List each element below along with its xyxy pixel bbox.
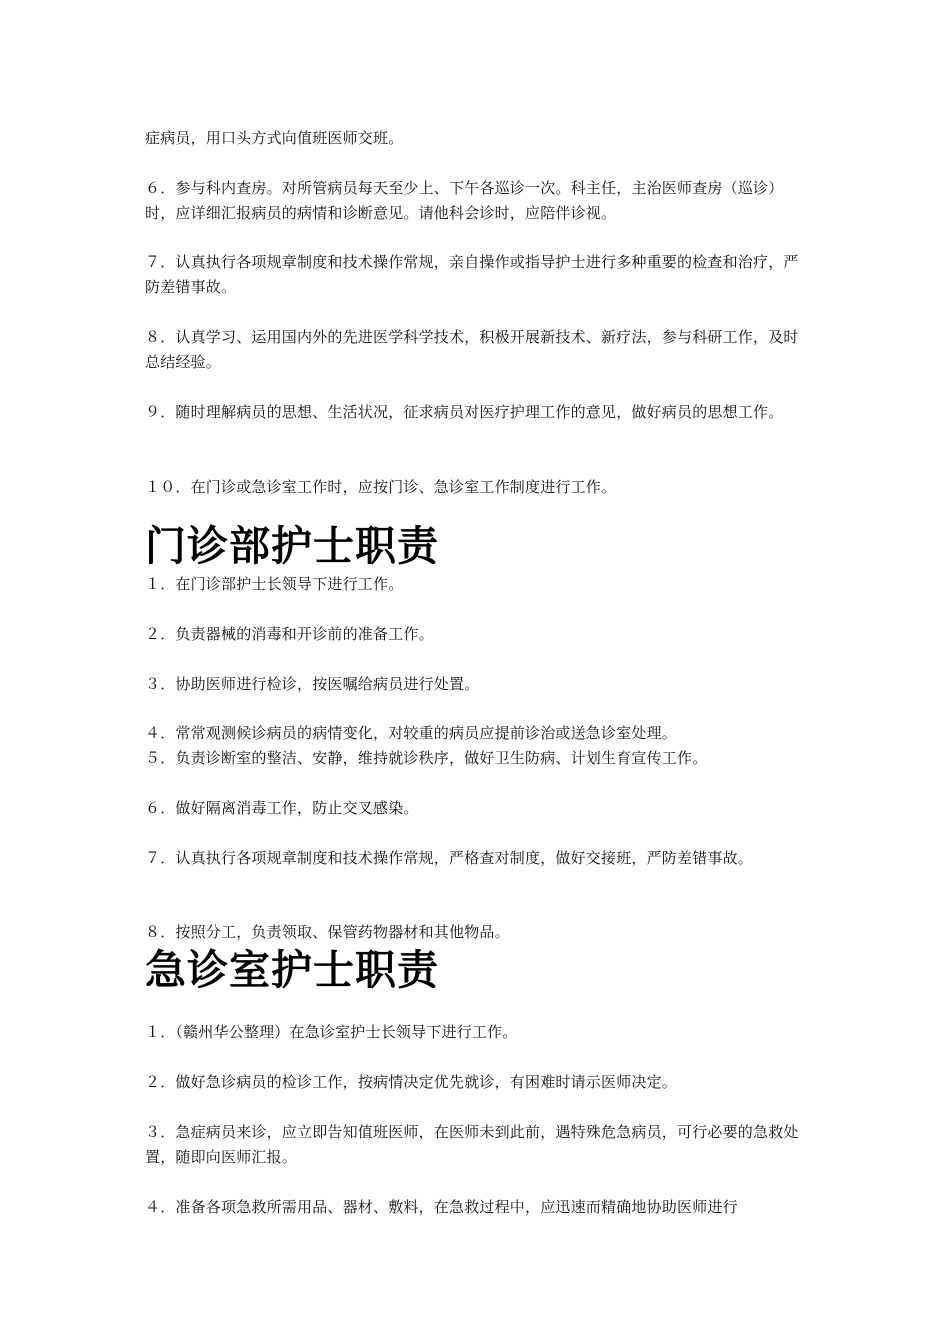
paragraph: ８．认真学习、运用国内外的先进医学科学技术，积极开展新技术、新疗法，参与科研工作，及时总结经验。 xyxy=(145,328,799,371)
paragraph: ６．做好隔离消毒工作，防止交叉感染。 xyxy=(145,799,419,817)
paragraph: １．（赣州华公整理）在急诊室护士长领导下进行工作。 xyxy=(145,1023,518,1041)
paragraph: ４．常常观测候诊病员的病情变化，对较重的病员应提前诊治或送急诊室处理。 xyxy=(145,724,678,742)
paragraph: １０．在门诊或急诊室工作时，应按门诊、急诊室工作制度进行工作。 xyxy=(145,478,617,496)
paragraph: ７．认真执行各项规章制度和技术操作常规，亲自操作或指导护士进行多种重要的检查和治疗，严防差错事故。 xyxy=(145,253,799,296)
paragraph: ３．急症病员来诊，应立即告知值班医师，在医师未到此前，遇特殊危急病员，可行必要的急救处置，随即向医师汇报。 xyxy=(145,1123,799,1166)
paragraph: ４．准备各项急救所需用品、器材、敷料，在急救过程中，应迅速而精确地协助医师进行 xyxy=(145,1198,738,1216)
paragraph: ７．认真执行各项规章制度和技术操作常规，严格查对制度，做好交接班，严防差错事故。 xyxy=(145,849,754,867)
paragraph: １．在门诊部护士长领导下进行工作。 xyxy=(145,575,404,593)
section-heading-outpatient-nurse: 门诊部护士职责 xyxy=(145,522,439,570)
paragraph: ８．按照分工，负责领取、保管药物器材和其他物品。 xyxy=(145,923,510,941)
paragraph: ６．参与科内查房。对所管病员每天至少上、下午各巡诊一次。科主任，主治医师查房（巡诊）时，应详细汇报病员的病情和诊断意见。请他科会诊时，应陪伴诊视。 xyxy=(145,179,784,222)
paragraph: ２．做好急诊病员的检诊工作，按病情决定优先就诊，有困难时请示医师决定。 xyxy=(145,1073,678,1091)
paragraph: ２．负责器械的消毒和开诊前的准备工作。 xyxy=(145,625,434,643)
paragraph: ３．协助医师进行检诊，按医嘱给病员进行处置。 xyxy=(145,675,480,693)
paragraph: ５．负责诊断室的整洁、安静，维持就诊秩序，做好卫生防病、计划生育宣传工作。 xyxy=(145,749,708,767)
section-heading-emergency-nurse: 急诊室护士职责 xyxy=(145,946,439,994)
paragraph: 症病员，用口头方式向值班医师交班。 xyxy=(145,129,404,147)
paragraph: ９．随时理解病员的思想、生活状况，征求病员对医疗护理工作的意见，做好病员的思想工作。 xyxy=(145,403,784,421)
